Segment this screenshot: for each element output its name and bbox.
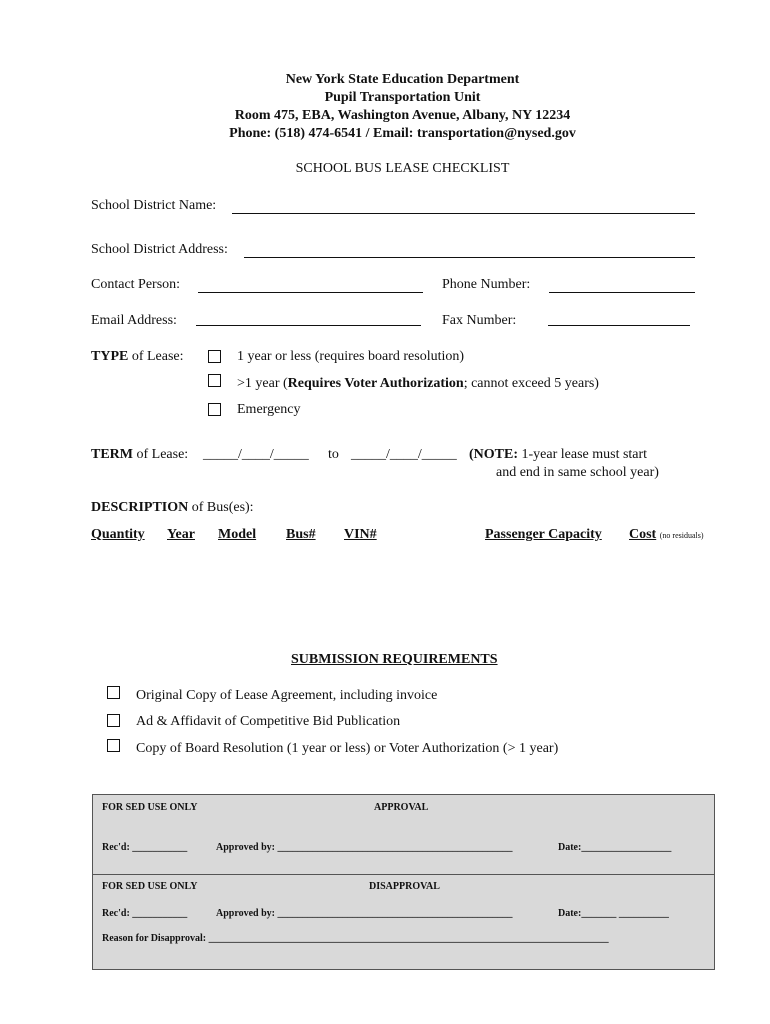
- column-cost: Cost (no residuals): [629, 527, 704, 542]
- lease-type-1yr-label: 1 year or less (requires board resolution): [237, 349, 465, 364]
- sed-approval-date[interactable]: Date:__________________: [558, 842, 672, 853]
- sed-approval-heading: APPROVAL: [374, 802, 429, 813]
- column-year: Year: [167, 527, 195, 542]
- sed-disapproval-box: [92, 874, 715, 970]
- column-model: Model: [218, 527, 257, 542]
- email-address-field[interactable]: [196, 325, 421, 326]
- submission-title: SUBMISSION REQUIREMENTS: [291, 652, 498, 667]
- description-label: DESCRIPTION of Bus(es):: [91, 500, 254, 515]
- lease-type-emergency-label: Emergency: [237, 402, 301, 417]
- header-agency: New York State Education Department: [285, 72, 520, 87]
- fax-number-field[interactable]: [548, 325, 690, 326]
- lease-type-1yr-checkbox[interactable]: [208, 350, 221, 363]
- district-address-label: School District Address:: [91, 242, 228, 257]
- fax-number-label: Fax Number:: [442, 313, 517, 328]
- phone-number-field[interactable]: [549, 292, 695, 293]
- page-title: SCHOOL BUS LEASE CHECKLIST: [295, 161, 510, 176]
- sed-disapproval-for-use: FOR SED USE ONLY: [102, 881, 198, 892]
- lease-type-label: TYPE of Lease:: [91, 349, 184, 364]
- term-label: TERM of Lease:: [91, 447, 189, 462]
- sed-disapproval-recd[interactable]: Rec'd: ___________: [102, 908, 188, 919]
- term-end-field[interactable]: _____/____/_____: [351, 447, 457, 462]
- district-address-field[interactable]: [244, 257, 695, 258]
- sed-approval-box: [92, 794, 715, 876]
- lease-type-multi-year-label: >1 year (Requires Voter Authorization; cannot exceed 5 years): [237, 376, 599, 391]
- column-passenger-capacity: Passenger Capacity: [485, 527, 602, 542]
- column-bus-number: Bus#: [286, 527, 316, 542]
- sed-approval-approved-by[interactable]: Approved by: _______________________________________________: [216, 842, 513, 853]
- lease-type-emergency-checkbox[interactable]: [208, 403, 221, 416]
- term-note: (NOTE: 1-year lease must start: [469, 447, 648, 462]
- submission-lease-label: Original Copy of Lease Agreement, including invoice: [136, 688, 438, 703]
- header-contact: Phone: (518) 474-6541 / Email: transportation@nysed.gov: [229, 126, 576, 141]
- submission-affidavit-label: Ad & Affidavit of Competitive Bid Publication: [136, 714, 401, 729]
- submission-resolution-checkbox[interactable]: [107, 739, 120, 752]
- district-name-label: School District Name:: [91, 198, 217, 213]
- term-start-field[interactable]: _____/____/_____: [203, 447, 309, 462]
- submission-resolution-label: Copy of Board Resolution (1 year or less) or Voter Authorization (> 1 year): [136, 741, 559, 756]
- header-unit: Pupil Transportation Unit: [324, 90, 481, 105]
- phone-number-label: Phone Number:: [442, 277, 531, 292]
- lease-type-multi-year-checkbox[interactable]: [208, 374, 221, 387]
- sed-approval-for-use: FOR SED USE ONLY: [102, 802, 198, 813]
- contact-person-field[interactable]: [198, 292, 423, 293]
- email-address-label: Email Address:: [91, 313, 177, 328]
- column-vin: VIN#: [344, 527, 377, 542]
- sed-disapproval-heading: DISAPPROVAL: [369, 881, 440, 892]
- submission-affidavit-checkbox[interactable]: [107, 714, 120, 727]
- sed-approval-recd[interactable]: Rec'd: ___________: [102, 842, 188, 853]
- term-to-label: to: [328, 447, 339, 462]
- term-note-line2: and end in same school year): [496, 465, 659, 480]
- header-address: Room 475, EBA, Washington Avenue, Albany, NY 12234: [234, 108, 571, 123]
- sed-disapproval-approved-by[interactable]: Approved by: _______________________________________________: [216, 908, 513, 919]
- district-name-field[interactable]: [232, 213, 695, 214]
- sed-disapproval-reason[interactable]: Reason for Disapproval: ________________________________________________________________________________: [102, 933, 609, 944]
- column-quantity: Quantity: [91, 527, 145, 542]
- submission-lease-checkbox[interactable]: [107, 686, 120, 699]
- contact-person-label: Contact Person:: [91, 277, 181, 292]
- sed-disapproval-date[interactable]: Date:_______ __________: [558, 908, 669, 919]
